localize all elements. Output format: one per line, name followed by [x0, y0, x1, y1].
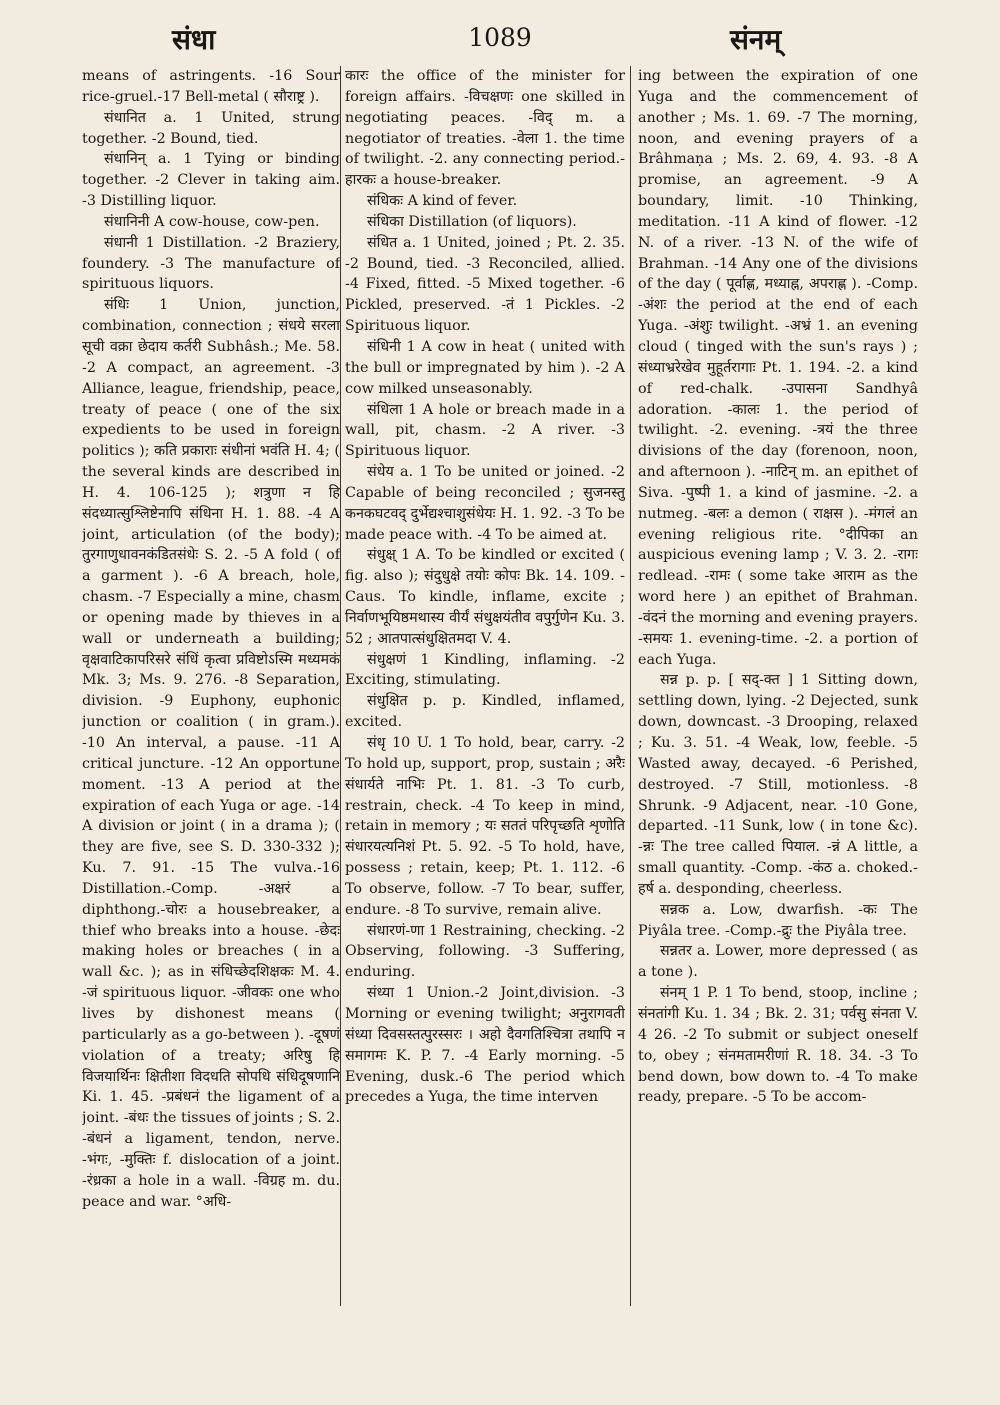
right-guide-word: संनम् [730, 23, 782, 56]
column-1 [82, 66, 340, 1306]
entry-paragraph: संनम् 1 P. 1 To bend, stoop, incline ; संनतांगी Ku. 1. 34 ; Bk. 2. 31; पर्वसु संनता V. 4 26. -2 To submit or subject oneself to, obey ; संनमतामरीणां R. 18. 34. -3 To bend down, bow down to. -4 To make ready, prepare. -5 To be accom- [638, 985, 918, 1106]
entry-paragraph: संधिकः A kind of fever. [367, 193, 518, 210]
entry-paragraph: संधुक्ष् 1 A. To be kindled or excited ( fig. also ); संदुधुक्षे तयोः कोपः Bk. 14. 109. -Caus. To kindle, inflame, excite ; निर्वाणभूयिष्ठमथास्य वीर्यं संधुक्षयंतीव वपुर्गुणेन Ku. 3. 52 ; आतपात्संधुक्षितमदा V. 4. [345, 547, 625, 647]
entry-paragraph: संधेय a. 1 To be united or joined. -2 Capable of being reconciled ; सुजनस्तु कनकघटवद् दुर्भेद्यश्चाशुसंधेयः H. 1. 92. -3 To be made peace with. -4 To be aimed at. [345, 464, 625, 543]
column-2 [345, 66, 625, 1306]
entry-paragraph: means of astringents. -16 Sour rice-gruel.-17 Bell-metal ( सौराष्ट्र ). [82, 68, 340, 105]
entry-paragraph: कारः the office of the minister for foreign affairs. -विचक्षणः one skilled in negotiating peaces. -विद् m. a negotiator of treaties. -वेला 1. the time of twilight. -2. any connecting period.-हारकः a house-breaker. [345, 68, 625, 189]
entry-paragraph: संधानिनी A cow-house, cow-pen. [104, 213, 320, 230]
entry-paragraph: संधृ 10 U. 1 To hold, bear, carry. -2 To hold up, support, prop, sustain ; अरैः संधार्यते नाभिः Pt. 1. 81. -3 To curb, restrain, check. -4 To keep in mind, retain in memory ; यः सततं परिपृच्छति शृणोति संधारयत्यनिशं Pt. 5. 92. -5 To hold, have, possess ; retain, keep; Pt. 1. 112. -6 To observe, follow. -7 To bear, suffer, endure. -8 To survive, remain alive. [345, 735, 625, 918]
column-3 [638, 66, 918, 1306]
column-divider [630, 66, 631, 1306]
entry-paragraph: संधानित a. 1 United, strung together. -2 Bound, tied. [82, 109, 340, 147]
entry-paragraph: संधिका Distillation (of liquors). [367, 213, 577, 230]
entry-paragraph: संधिः 1 Union, junction, combination, connection ; संधये सरला सूची वक्रा छेदाय कर्तरी Subhâsh.; Me. 58. -2 A compact, an agreement. -3 Alliance, league, friendship, peace, treaty of peace ( one of the six expedients to be used in foreign politics ); कति प्रकाराः संधीनां भवंति H. 4; ( the several kinds are described in H. 4. 106-125 ); शत्रुणा न हि संदध्यात्सुश्लिष्टेनापि संधिना H. 1. 88. -4 A joint, articulation (of the body); तुरगाणुधावनकंडितसंधेः S. 2. -5 A fold ( of a garment ). -6 A breach, hole, chasm. -7 Especially a mine, chasm or opening made by thieves in a wall or underneath a building; वृक्षवाटिकापरिसरे संधिं कृत्वा प्रविष्टोऽस्मि मध्यमकं Mk. 3; Ms. 9. 276. -8 Separation, division. -9 Euphony, euphonic junction or coalition ( in gram.). -10 An interval, a pause. -11 A critical juncture. -12 An opportune moment. -13 A period at the expiration of each Yuga or age. -14 A division or joint ( in a drama ); ( they are five, see S. D. 330-332 ); Ku. 7. 91. -15 The vulva.-16 Distillation.-Comp. -अक्षरं a diphthong.-चोरः a housebreaker, a thief who breaks into a house. -छेदः making holes or breaches ( in a wall &c. ); as in संधिच्छेदशिक्षकः M. 4. -जं spirituous liquor. -जीवकः one who lives by dishonest means ( particularly as a go-between ). -दूषणं violation of a treaty; अरिषु हि विजयार्थिनः क्षितीशा विदधति सोपधि संधिदूषणानि Ki. 1. 45. -प्रबंधनं the ligament of a joint. -बंधः the tissues of joints ; S. 2. -बंधनं a ligament, tendon, nerve. -भंगः, -मुक्तिः f. dislocation of a joint. -रंध्रका a hole in a wall. -विग्रह m. du. peace and war. °अधि- [82, 297, 340, 1210]
page-number: 1089 [468, 23, 532, 52]
entry-paragraph: संधिनी 1 A cow in heat ( united with the bull or impregnated by him ). -2 A cow milked unseasonably. [345, 338, 625, 397]
left-guide-word: संधा [172, 23, 216, 56]
entry-paragraph: संधुक्षणं 1 Kindling, inflaming. -2 Exciting, stimulating. [345, 651, 625, 689]
entry-paragraph: संधिला 1 A hole or breach made in a wall, pit, chasm. -2 A river. -3 Spirituous liquor. [345, 401, 625, 460]
entry-paragraph: संधानिन् a. 1 Tying or binding together. -2 Clever in taking aim. -3 Distilling liquor. [82, 151, 340, 210]
entry-paragraph: संधारणं-णा 1 Restraining, checking. -2 Observing, following. -3 Suffering, enduring. [345, 922, 625, 981]
entry-paragraph: संध्या 1 Union.-2 Joint,division. -3 Morning or evening twilight; अनुरागवती संध्या दिवसस्तत्पुरस्सरः । अहो दैवगतिश्चित्रा तथापि न समागमः K. P. 7. -4 Early morning. -5 Evening, dusk.-6 The period which precedes a Yuga, the time interven [345, 985, 625, 1106]
entry-paragraph: सन्नक a. Low, dwarfish. -कः The Piyâla tree. -Comp.-द्रुः the Piyâla tree. [638, 901, 918, 939]
entry-paragraph: संधानी 1 Distillation. -2 Braziery, foundery. -3 The manufacture of spirituous liquors. [82, 234, 340, 293]
entry-paragraph: सन्न p. p. [ सद्-क्त ] 1 Sitting down, settling down, lying. -2 Dejected, sunk down, downcast. -3 Drooping, relaxed ; Ku. 3. 51. -4 Weak, low, feeble. -5 Wasted away, decayed. -6 Perished, destroyed. -7 Still, motionless. -8 Shrunk. -9 Adjacent, near. -10 Gone, departed. -11 Sunk, low ( in tone &c). -न्नः The tree called पियाल. -न्नं A little, a small quantity. -Comp. -कंठ a. choked.-हर्ष a. desponding, cheerless. [638, 672, 918, 897]
page-header [0, 20, 1000, 60]
entry-paragraph: संधित a. 1 United, joined ; Pt. 2. 35. -2 Bound, tied. -3 Reconciled, allied. -4 Fixed, fitted. -5 Mixed together. -6 Pickled, preserved. -तं 1 Pickles. -2 Spirituous liquor. [345, 234, 625, 335]
entry-paragraph: ing between the expiration of one Yuga and the commencement of another ; Ms. 1. 69. -7 The morning, noon, and evening prayers of a Brâhmaṇa ; Ms. 2. 69, 4. 93. -8 A promise, an agreement. -9 A boundary, limit. -10 Thinking, meditation. -11 A kind of flower. -12 N. of a river. -13 N. of the wife of Brahman. -14 Any one of the divisions of the day ( पूर्वाह्ण, मध्याह्न, अपराह्ण ). -Comp. -अंशः the period at the end of each Yuga. -अंशुः twilight. -अभ्रं 1. an evening cloud ( tinged with the sun's rays ) ; संध्याभ्ररेखेव मुहूर्तरागाः Pt. 1. 194. -2. a kind of red-chalk. -उपासना Sandhyâ adoration. -कालः 1. the period of twilight. -2. evening. -त्रयं the three divisions of the day (forenoon, noon, and afternoon ). -नाटिन् m. an epithet of Siva. -पुष्पी 1. a kind of jasmine. -2. a nutmeg. -बलः a demon ( राक्षस ). -मंगलं an evening religious rite. °दीपिका an auspicious evening lamp ; V. 3. 2. -रागः redlead. -रामः ( some take आराम as the word here ) an epithet of Brahman. -वंदनं the morning and evening prayers. -समयः 1. evening-time. -2. a portion of each Yuga. [638, 68, 918, 668]
column-divider [340, 66, 341, 1306]
entry-paragraph: संधुक्षित p. p. Kindled, inflamed, excited. [345, 693, 625, 731]
entry-paragraph: सन्नतर a. Lower, more depressed ( as a tone ). [638, 943, 918, 981]
